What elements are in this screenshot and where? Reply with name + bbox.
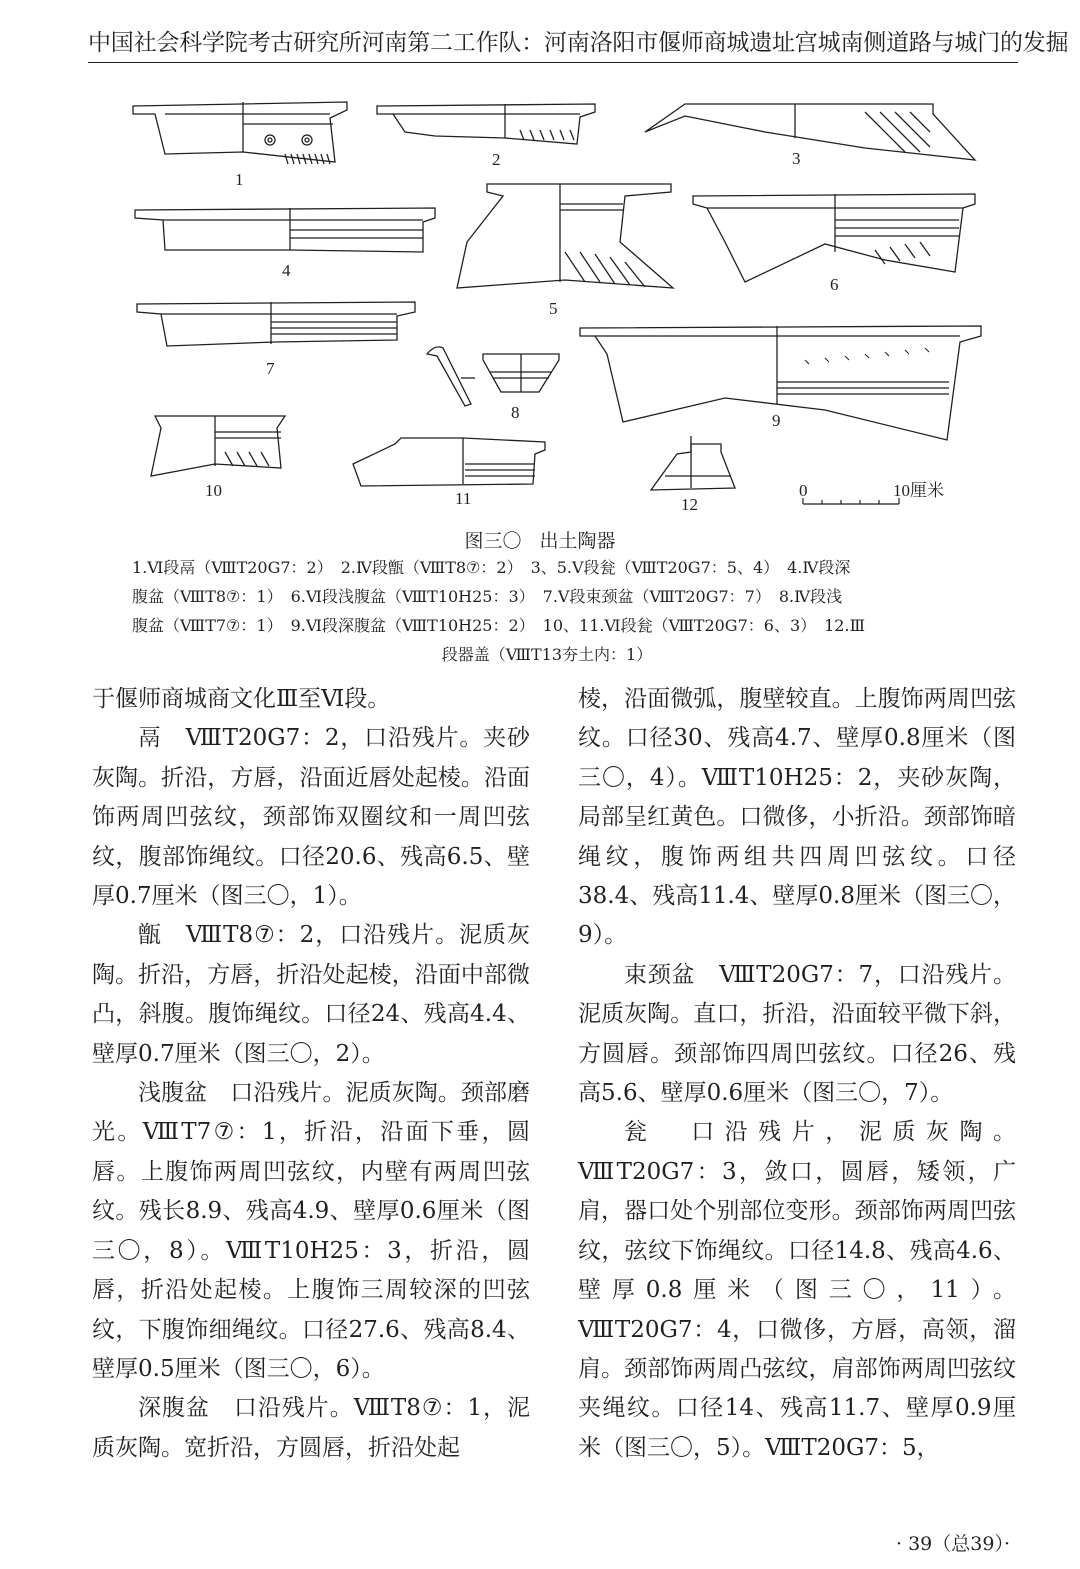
scale-zero-label: 0 <box>799 481 808 500</box>
sherd-4-drawing <box>135 208 435 252</box>
page-number: · 39（总39）· <box>896 1533 1010 1555</box>
pottery-drawings <box>125 92 985 524</box>
figure-number: 图三〇 <box>464 530 522 552</box>
body-column-right <box>578 680 1016 1468</box>
figure-label-3: 3 <box>792 149 801 168</box>
scale-bar <box>803 498 899 504</box>
figure-label-1: 1 <box>235 170 244 189</box>
paragraph: 瓮 口沿残片，泥质灰陶。ⅧT20G7：3，敛口，圆唇，矮领，广肩，器口处个别部位变形。颈部饰两周凹弦纹，弦纹下饰绳纹。口径14.8、残高4.6、壁厚0.8厘米（图三〇，11）。ⅧT20G7：4，口微侈，方唇，高领，溜肩。颈部饰两周凸弦纹，肩部饰两周凹弦纹夹绳纹。口径14、残高11.7、壁厚0.9厘米（图三〇，5）。ⅧT20G7：5， <box>578 1119 1016 1461</box>
legend-line: 腹盆（ⅧT8⑦：1） 6.Ⅵ段浅腹盆（ⅧT10H25：3） 7.Ⅴ段束颈盆（ⅧT20G7：7） 8.Ⅳ段浅 <box>132 587 843 606</box>
figure-label-7: 7 <box>266 359 275 378</box>
paragraph: 深腹盆 口沿残片。ⅧT8⑦：1，泥质灰陶。宽折沿，方圆唇，折沿处起 <box>92 1395 530 1461</box>
sherd-11-drawing <box>353 438 545 486</box>
sherd-5-drawing <box>457 184 673 288</box>
sherd-12-drawing <box>651 436 735 490</box>
body-column-left <box>92 680 530 1468</box>
figure-label-2: 2 <box>492 150 501 169</box>
legend-line: 段器盖（ⅧT13夯土内：1） <box>441 645 653 664</box>
sherd-1-drawing <box>133 102 347 164</box>
figure-label-5: 5 <box>549 299 558 318</box>
figure-label-9: 9 <box>772 411 781 430</box>
sherd-3-drawing <box>645 104 975 160</box>
running-header: 中国社会科学院考古研究所河南第二工作队：河南洛阳市偃师商城遗址宫城南侧道路与城门的发掘 <box>88 30 1069 56</box>
legend-line: 腹盆（ⅧT7⑦：1） 9.Ⅵ段深腹盆（ⅧT10H25：2） 10、11.Ⅵ段瓮（ⅧT20G7：6、3） 12.Ⅲ <box>132 616 865 635</box>
sherd-6-drawing <box>693 194 975 282</box>
sherd-8-drawing <box>427 347 559 406</box>
paragraph: 于偃师商城商文化Ⅲ至Ⅵ段。 <box>92 686 391 712</box>
figure-legend <box>132 553 962 669</box>
figure-label-4: 4 <box>282 261 291 280</box>
paragraph: 鬲 ⅧT20G7：2，口沿残片。夹砂灰陶。折沿，方唇，沿面近唇处起棱。沿面饰两周凹弦纹，颈部饰双圈纹和一周凹弦纹，腹部饰绳纹。口径20.6、残高6.5、壁厚0.7厘米（图三〇，1）。 <box>92 725 530 910</box>
figure-label-8: 8 <box>511 403 520 422</box>
pottery-figure <box>125 92 985 524</box>
sherd-2-drawing <box>377 104 595 144</box>
figure-title: 出土陶器 <box>539 530 616 552</box>
header-rule <box>88 62 1018 63</box>
paragraph: 棱，沿面微弧，腹壁较直。上腹饰两周凹弦纹。口径30、残高4.7、壁厚0.8厘米（图三〇，4）。ⅧT10H25：2，夹砂灰陶，局部呈红黄色。口微侈，小折沿。颈部饰暗绳纹，腹饰两组共四周凹弦纹。口径38.4、残高11.4、壁厚0.8厘米（图三〇，9）。 <box>578 686 1016 949</box>
figure-label-10: 10 <box>205 481 222 500</box>
figure-caption-title <box>0 528 1080 554</box>
figure-label-6: 6 <box>830 275 839 294</box>
paragraph: 甑 ⅧT8⑦：2，口沿残片。泥质灰陶。折沿，方唇，折沿处起棱，沿面中部微凸，斜腹。腹饰绳纹。口径24、残高4.4、壁厚0.7厘米（图三〇，2）。 <box>92 922 530 1067</box>
sherd-7-drawing <box>137 302 415 346</box>
paragraph: 浅腹盆 口沿残片。泥质灰陶。颈部磨光。ⅧT7⑦：1，折沿，沿面下垂，圆唇。上腹饰两周凹弦纹，内壁有两周凹弦纹。残长8.9、残高4.9、壁厚0.6厘米（图三〇，8）。ⅧT10H25：3，折沿，圆唇，折沿处起棱。上腹饰三周较深的凹弦纹，下腹饰细绳纹。口径27.6、残高8.4、壁厚0.5厘米（图三〇，6）。 <box>92 1080 530 1382</box>
paragraph: 束颈盆 ⅧT20G7：7，口沿残片。泥质灰陶。直口，折沿，沿面较平微下斜，方圆唇。颈部饰四周凹弦纹。口径26、残高5.6、壁厚0.6厘米（图三〇，7）。 <box>578 961 1016 1107</box>
figure-label-12: 12 <box>681 495 698 514</box>
legend-line: 1.Ⅵ段鬲（ⅧT20G7：2） 2.Ⅳ段甑（ⅧT8⑦：2） 3、5.Ⅴ段瓮（ⅧT20G7：5、4） 4.Ⅳ段深 <box>132 558 851 577</box>
sherd-10-drawing <box>151 416 285 476</box>
sherd-9-drawing <box>580 326 981 440</box>
figure-label-11: 11 <box>455 489 472 508</box>
scale-max-label: 10厘米 <box>893 481 944 500</box>
